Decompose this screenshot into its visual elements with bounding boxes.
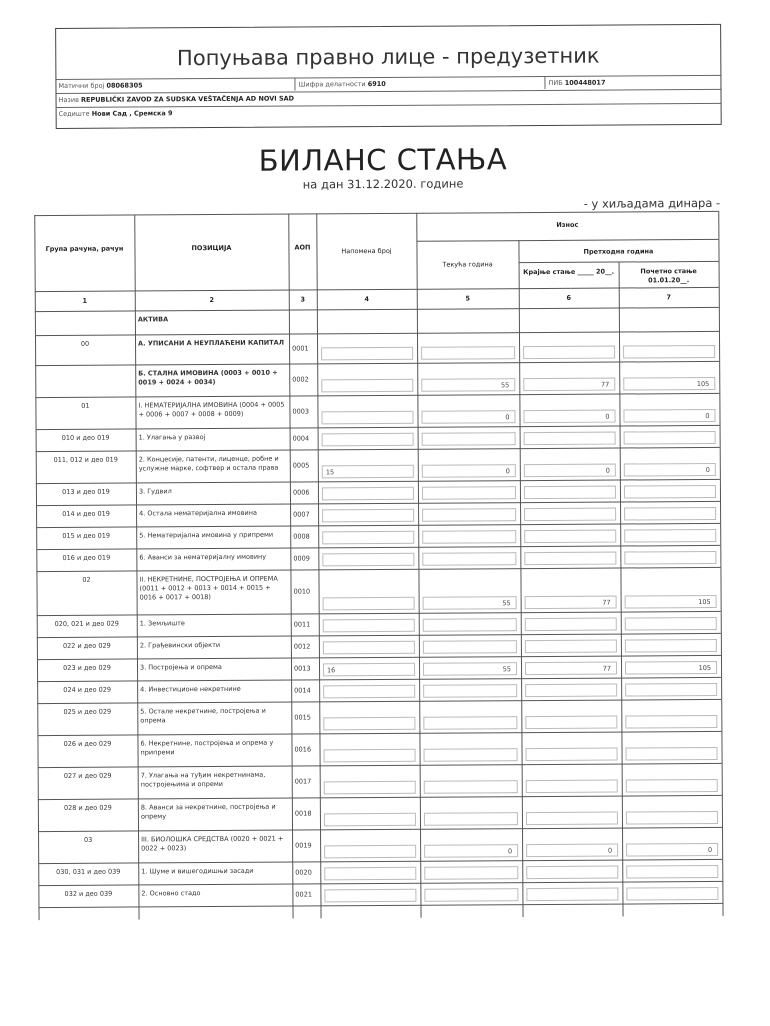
prev-start-field-value: 105: [629, 598, 711, 607]
prev-end-field-value: 0: [527, 413, 609, 422]
col-num-5: 5: [417, 294, 519, 303]
prev-start-field[interactable]: [626, 747, 718, 761]
prev-start-field[interactable]: [625, 639, 717, 653]
naziv-label: Назив: [59, 96, 79, 104]
form-header-title: Попуњава правно лице - предузетник: [56, 43, 720, 71]
row-position-label: I. НЕМАТЕРИЈАЛНА ИМОВИНА (0004 + 0005 + 0006 + 0007 + 0008 + 0009): [138, 401, 286, 420]
current-year-field-value: 0: [425, 413, 509, 422]
note-field[interactable]: [323, 717, 415, 731]
current-year-field-value: 55: [427, 665, 511, 674]
row-aop-code: 0011: [294, 620, 316, 629]
row-aop-code: 0021: [295, 890, 317, 899]
prev-start-field[interactable]: [623, 345, 715, 359]
row-border: [35, 393, 719, 398]
row-group-code: 022 и део 029: [40, 642, 134, 652]
row-position-label: 5. Остале некретнине, постројења и опрема: [140, 707, 288, 726]
sifra-value: 6910: [368, 80, 386, 88]
row-border: [36, 501, 720, 506]
current-year-field[interactable]: [424, 748, 518, 762]
row-group-code: 014 и део 019: [39, 510, 133, 520]
units-note: - у хиљадама динара -: [584, 196, 721, 211]
row-position-label: 7. Улагања на туђим некретнинама, постројењима и опреми: [141, 771, 289, 790]
row-position-label: 1. Земљиште: [140, 619, 288, 629]
row-border: [37, 731, 721, 736]
row-aop-code: 0005: [293, 461, 315, 470]
row-position-label: 6. Некретнине, постројења и опрема у припреми: [140, 739, 288, 758]
row-position-label: 2. Основно стадо: [141, 889, 289, 899]
col-num-6: 6: [519, 294, 619, 303]
row-position-label: 1. Улагања у развој: [139, 433, 287, 443]
column-line-0: [34, 215, 39, 920]
column-line-3: [316, 213, 321, 918]
header-bottom-border: [35, 287, 719, 292]
prev-start-field-value: 0: [627, 412, 709, 421]
row-aop-code: 0014: [294, 686, 316, 695]
column-line-5: [518, 240, 523, 917]
note-field[interactable]: [321, 379, 413, 393]
row-aop-code: 0008: [293, 532, 315, 541]
row-group-code: 02: [39, 576, 133, 586]
row-group-code: 011, 012 и део 019: [39, 456, 133, 466]
note-field[interactable]: [323, 619, 415, 633]
current-year-field[interactable]: [423, 684, 517, 698]
prev-end-field[interactable]: [526, 866, 618, 880]
row-position-label: 2. Грађевински објекти: [140, 641, 288, 651]
row-aop-code: 0017: [295, 777, 317, 786]
note-field[interactable]: [324, 889, 416, 903]
col-header-current: Текућа година: [417, 260, 519, 269]
prev-end-field[interactable]: [526, 812, 618, 826]
row-position-label: 8. Аванси за некретнине, постројења и опрему: [141, 803, 289, 822]
col-header-prev-start: Почетно стање 01.01.20__.: [621, 267, 717, 286]
note-field[interactable]: [324, 749, 416, 763]
prev-start-field[interactable]: [624, 507, 716, 521]
current-year-field-value: 55: [427, 599, 511, 608]
prev-end-field[interactable]: [526, 888, 618, 902]
row-aop-code: 0018: [295, 809, 317, 818]
row-border: [38, 859, 722, 864]
note-field[interactable]: [322, 487, 414, 501]
row-aop-code: 0020: [295, 868, 317, 877]
column-line-7: [718, 211, 723, 916]
header-row-seat: [57, 103, 721, 120]
row-group-code: 030, 031 и део 039: [41, 868, 135, 878]
row-group-code: 00: [38, 340, 132, 350]
row-border: [38, 795, 722, 800]
row-position-label: 4. Инвестиционе некретнине: [140, 685, 288, 695]
current-year-field[interactable]: [422, 508, 516, 522]
row-group-code: 010 и део 019: [39, 434, 133, 444]
current-year-field-value: 0: [428, 847, 512, 856]
prev-start-field[interactable]: [626, 887, 718, 901]
row-group-code: 016 и део 019: [39, 554, 133, 564]
prev-start-field[interactable]: [626, 779, 718, 793]
row-aop-code: 0013: [294, 664, 316, 673]
current-year-field[interactable]: [423, 618, 517, 632]
row-position-label: III. БИОЛОШКА СРЕДСТВА (0020 + 0021 + 0022 + 0023): [141, 835, 289, 854]
row-group-code: 03: [41, 836, 135, 846]
row-group-code: 025 и део 029: [40, 708, 134, 718]
row-position-label: 6. Аванси за нематеријалну имовину: [139, 553, 287, 563]
row-group-code: 026 и део 029: [40, 740, 134, 750]
row-position-label: АКТИВА: [138, 315, 286, 325]
balance-table: [34, 211, 718, 215]
current-year-field[interactable]: [422, 552, 516, 566]
row-aop-code: 0001: [292, 344, 314, 353]
row-border: [37, 699, 721, 704]
prev-end-field-value: 77: [529, 599, 611, 608]
prev-start-field[interactable]: [625, 617, 717, 631]
row-border: [37, 655, 721, 660]
row-group-code: 023 и део 029: [40, 664, 134, 674]
prev-end-field-value: 77: [527, 381, 609, 390]
prev-start-field[interactable]: [624, 431, 716, 445]
row-border: [36, 523, 720, 528]
note-field[interactable]: [324, 867, 416, 881]
row-aop-code: 0019: [295, 841, 317, 850]
current-year-field[interactable]: [422, 486, 516, 500]
current-year-field[interactable]: [422, 530, 516, 544]
prev-end-field[interactable]: [524, 552, 616, 566]
row-aop-code: 0002: [292, 375, 314, 384]
row-group-code: 01: [38, 402, 132, 412]
note-field[interactable]: [324, 845, 416, 859]
note-field[interactable]: [324, 813, 416, 827]
naziv-value: REPUBLIČKI ZAVOD ZA SUDSKA VEŠTAČENJA AD NOVI SAD: [81, 95, 294, 104]
current-year-field-value: 0: [426, 467, 510, 476]
row-group-code: [38, 370, 132, 371]
prev-start-field-value: 105: [629, 664, 711, 673]
sediste-value: Нови Сад , Сремска 9: [92, 109, 173, 117]
pib-label: ПИБ: [548, 79, 562, 87]
row-border: [36, 447, 720, 452]
note-field[interactable]: [322, 509, 414, 523]
row-border: [35, 361, 719, 366]
note-field[interactable]: [322, 433, 414, 447]
column-line-4: [416, 213, 421, 918]
row-group-code: 015 и део 019: [39, 532, 133, 542]
row-group-code: 013 и део 019: [39, 488, 133, 498]
row-group-code: 032 и део 039: [41, 890, 135, 900]
row-group-code: [38, 316, 132, 317]
row-aop-code: 0010: [294, 587, 316, 596]
current-year-field[interactable]: [423, 640, 517, 654]
current-year-field[interactable]: [421, 346, 515, 360]
row-aop-code: 0015: [294, 713, 316, 722]
prev-end-field[interactable]: [525, 618, 617, 632]
note-field-value: 15: [326, 468, 408, 477]
row-position-label: Б. СТАЛНА ИМОВИНА (0003 + 0010 + 0019 + 0024 + 0034): [138, 369, 286, 388]
prev-end-field[interactable]: [525, 640, 617, 654]
row-aop-code: 0007: [293, 510, 315, 519]
row-border: [36, 479, 720, 484]
row-border: [37, 677, 721, 682]
note-field[interactable]: [322, 531, 414, 545]
note-field[interactable]: [321, 347, 413, 361]
prev-end-field[interactable]: [526, 748, 618, 762]
col-header-previous: Претходна година: [518, 247, 718, 256]
note-field-value: 16: [327, 666, 409, 675]
current-year-field[interactable]: [423, 716, 517, 730]
row-aop-code: 0006: [293, 488, 315, 497]
prev-start-field[interactable]: [625, 715, 717, 729]
mb-value: 08068305: [106, 81, 142, 89]
row-border: [37, 611, 721, 616]
prev-start-field[interactable]: [624, 485, 716, 499]
row-position-label: 2. Концесије, патенти, лиценце, робне и услужне марке, софтвер и остала права: [139, 455, 287, 474]
row-border: [36, 545, 720, 550]
current-year-field[interactable]: [424, 812, 518, 826]
note-field[interactable]: [323, 641, 415, 655]
current-year-field[interactable]: [424, 866, 518, 880]
row-position-label: 4. Остала нематеријална имовина: [139, 509, 287, 519]
current-year-field-value: 55: [425, 381, 509, 390]
row-border: [38, 827, 722, 832]
row-aop-code: 0004: [293, 434, 315, 443]
note-field[interactable]: [322, 553, 414, 567]
note-field[interactable]: [323, 685, 415, 699]
prev-start-field-value: 105: [627, 380, 709, 389]
prev-end-field[interactable]: [525, 716, 617, 730]
sediste-label: Седиште: [59, 110, 90, 118]
row-position-label: А. УПИСАНИ А НЕУПЛАЋЕНИ КАПИТАЛ: [138, 339, 286, 349]
row-position-label: 3. Постројења и опрема: [140, 663, 288, 673]
column-line-2: [288, 214, 293, 919]
prev-end-field[interactable]: [523, 346, 615, 360]
prev-end-field[interactable]: [526, 780, 618, 794]
document-date: на дан 31.12.2020. године: [0, 175, 768, 194]
col-header-group: Група рачуна, рачун: [34, 244, 134, 253]
note-field[interactable]: [323, 597, 415, 611]
sifra-label: Шифра делатности: [298, 80, 365, 88]
prev-end-field[interactable]: [524, 508, 616, 522]
row-group-code: 028 и део 029: [41, 804, 135, 814]
prev-end-field[interactable]: [524, 432, 616, 446]
prev-start-field[interactable]: [624, 551, 716, 565]
prev-start-field[interactable]: [626, 811, 718, 825]
row-border: [37, 633, 721, 638]
prev-end-field[interactable]: [524, 486, 616, 500]
prev-end-field-value: 77: [529, 665, 611, 674]
current-year-field[interactable]: [424, 888, 518, 902]
prev-end-field-value: 0: [530, 847, 612, 856]
row-aop-code: 0016: [294, 745, 316, 754]
note-field[interactable]: [324, 781, 416, 795]
row-position-label: 1. Шуме и вишегодишњи засади: [141, 867, 289, 877]
amount-divider: [416, 239, 718, 242]
row-border: [38, 763, 722, 768]
prev-end-field[interactable]: [524, 530, 616, 544]
row-border: [38, 903, 722, 908]
col-num-2: 2: [135, 296, 289, 305]
document-title: БИЛАНС СТАЊА: [0, 141, 768, 180]
prev-end-field[interactable]: [525, 684, 617, 698]
prev-end-field-value: 0: [528, 467, 610, 476]
col-num-7: 7: [619, 293, 719, 302]
col-header-amount: Износ: [416, 220, 718, 230]
row-border: [35, 331, 719, 336]
row-position-label: II. НЕКРЕТНИНЕ, ПОСТРОЈЕЊА И ОПРЕМА (0011 + 0012 + 0013 + 0014 + 0015 + 0016 + 0017 + 0018): [139, 575, 287, 603]
prev-start-field[interactable]: [624, 529, 716, 543]
pib-value: 100448017: [565, 79, 606, 87]
column-line-6: [619, 262, 624, 917]
colnum-bottom-border: [35, 307, 719, 312]
prev-start-field-value: 0: [630, 846, 712, 855]
col-header-aop: АОП: [288, 243, 316, 251]
current-year-field[interactable]: [424, 780, 518, 794]
table-top-border: [34, 211, 718, 216]
row-position-label: 5. Нематеријална имовина у припреми: [139, 531, 287, 541]
row-aop-code: 0012: [294, 642, 316, 651]
row-position-label: 3. Гудвил: [139, 487, 287, 497]
row-aop-code: 0003: [292, 407, 314, 416]
prev-start-field-value: 0: [628, 466, 710, 475]
current-year-field[interactable]: [422, 432, 516, 446]
row-group-code: 027 и део 029: [41, 772, 135, 782]
col-header-position: ПОЗИЦИЈА: [134, 244, 288, 253]
form-header: [55, 24, 722, 129]
row-group-code: 024 и део 029: [40, 686, 134, 696]
col-header-note: Напомена број: [316, 247, 416, 256]
row-border: [36, 567, 720, 572]
prev-start-field[interactable]: [626, 865, 718, 879]
note-field[interactable]: [321, 411, 413, 425]
col-num-1: 1: [35, 296, 135, 305]
row-border: [36, 425, 720, 430]
col-num-4: 4: [317, 295, 417, 304]
col-header-prev-end: Крајње стање _____ 20__.: [521, 268, 617, 278]
row-border: [38, 881, 722, 886]
col-num-3: 3: [289, 295, 317, 303]
prev-start-field[interactable]: [625, 683, 717, 697]
row-group-code: 020, 021 и део 029: [40, 620, 134, 630]
mb-label: Матични број: [58, 82, 104, 90]
row-aop-code: 0009: [293, 554, 315, 563]
